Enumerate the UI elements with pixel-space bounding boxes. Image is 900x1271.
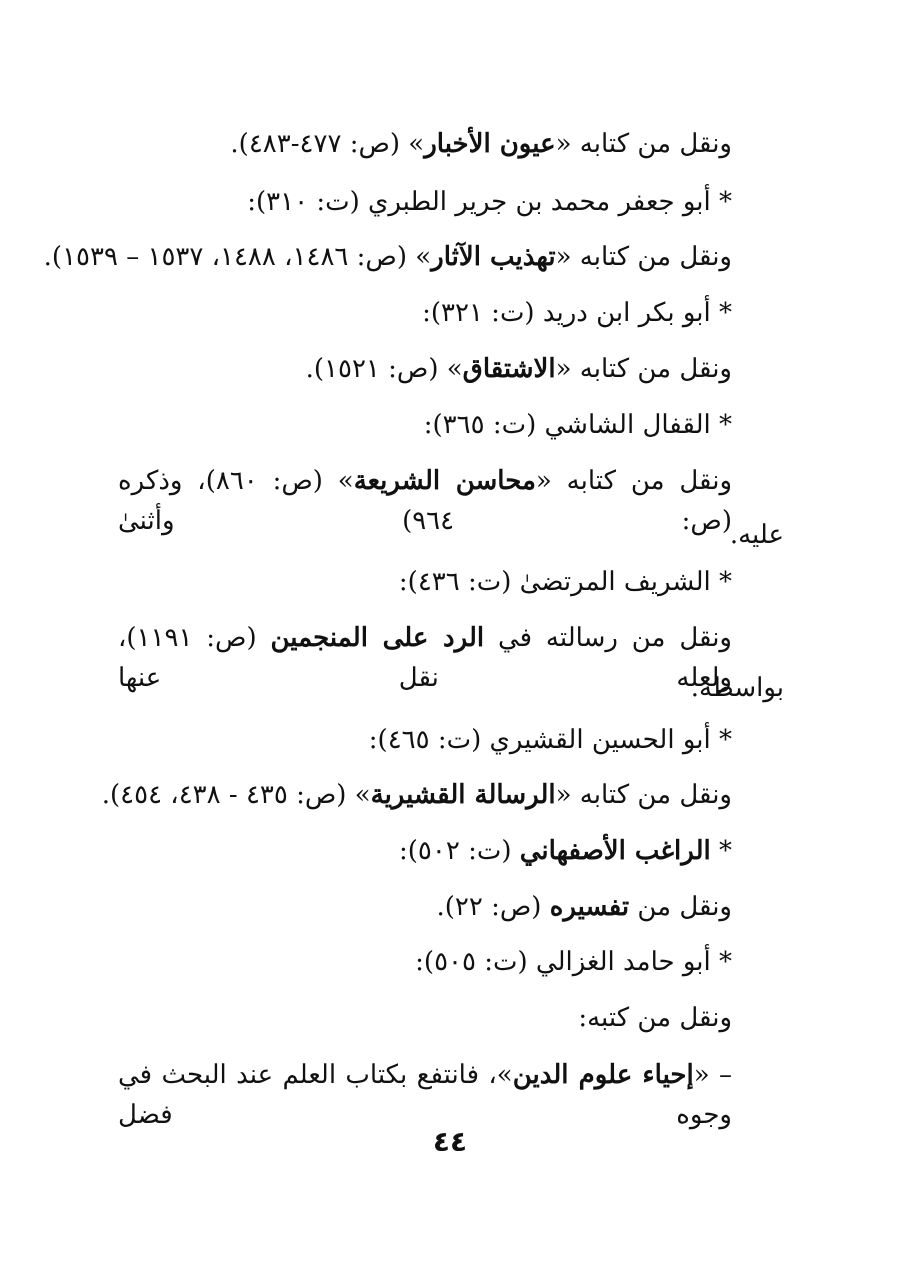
author-heading-qushayri: * أبو الحسين القشيري (ت: ٤٦٥):	[368, 725, 732, 755]
text-line-3: ونقل من كتابه «تهذيب الآثار» (ص: ١٤٨٦، ١٤٨٨، ١٥٣٧ – ١٥٣٩).	[43, 242, 732, 272]
page-number: ٤٤	[432, 1125, 468, 1158]
text-line-5: ونقل من كتابه «الاشتقاق» (ص: ١٥٢١).	[305, 354, 732, 384]
text-line-1: ونقل من كتابه «عيون الأخبار» (ص: ٤٧٧-٤٨٣).	[230, 129, 732, 159]
author-heading-murtada: * الشريف المرتضىٰ (ت: ٤٣٦):	[398, 567, 732, 597]
text-line-13: ونقل من كتابه «الرسالة القشيرية» (ص: ٤٣٥ - ٤٣٨، ٤٥٤).	[101, 780, 732, 810]
author-heading-raghib: * الراغب الأصفهاني (ت: ٥٠٢):	[399, 836, 732, 866]
text-line-10: ونقل من رسالته في الرد على المنجمين (ص: ١١٩١)، ولعله نقل عنها	[118, 623, 732, 693]
author-heading-ibn-durayd: * أبو بكر ابن دريد (ت: ٣٢١):	[422, 298, 732, 328]
author-heading-tabari: * أبو جعفر محمد بن جرير الطبري (ت: ٣١٠):	[247, 187, 732, 217]
text-line-15: ونقل من تفسيره (ص: ٢٢).	[436, 892, 732, 922]
text-line-7: ونقل من كتابه «محاسن الشريعة» (ص: ٨٦٠)، وذكره (ص: ٩٦٤) وأثنىٰ	[118, 466, 732, 536]
author-heading-qaffal: * القفال الشاشي (ت: ٣٦٥):	[423, 410, 732, 440]
text-line-11: بواسطة.	[690, 673, 784, 703]
author-heading-ghazali: * أبو حامد الغزالي (ت: ٥٠٥):	[415, 947, 732, 977]
text-line-8: عليه.	[729, 520, 784, 550]
text-line-17: ونقل من كتبه:	[578, 1003, 732, 1033]
text-line-18: – «إحياء علوم الدين»، فانتفع بكتاب العلم عند البحث في وجوه فضل	[118, 1060, 732, 1130]
